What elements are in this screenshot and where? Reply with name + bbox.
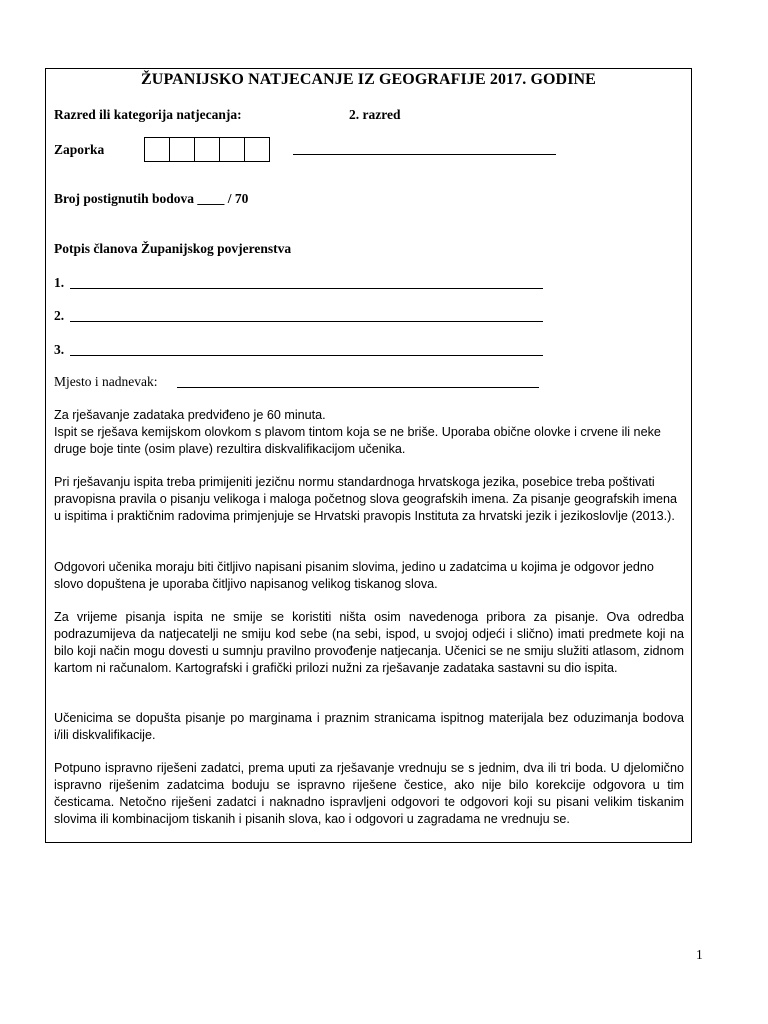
code-box[interactable] — [194, 137, 220, 162]
code-box[interactable] — [219, 137, 245, 162]
code-box[interactable] — [144, 137, 170, 162]
place-date-line[interactable] — [177, 387, 539, 388]
signature-line-1[interactable] — [70, 288, 543, 289]
instruction-pen: Ispit se rješava kemijskom olovkom s plavom tintom koja se ne briše. Uporaba obične olovke i crvene ili neke druge boje tinte (osim plave) rezultira diskvalifikacijom učenika. — [54, 425, 661, 456]
code-boxes — [145, 137, 270, 162]
cover-frame — [45, 68, 692, 843]
instruction-paragraph-1 — [54, 407, 684, 458]
page-number: 1 — [696, 947, 703, 962]
code-box[interactable] — [244, 137, 270, 162]
instruction-time: Za rješavanje zadataka predviđeno je 60 minuta. — [54, 408, 326, 422]
instruction-paragraph-3: Odgovori učenika moraju biti čitljivo napisani pisanim slovima, jedino u zadatcima u kojima je odgovor jedno slovo dopuštena je uporaba čitljivo napisanog velikog tiskanog slova. — [54, 560, 654, 591]
instruction-paragraph-5: Učenicima se dopušta pisanje po marginama i praznim stranicama ispitnog materijala bez oduzimanja bodova i/ili diskvalifikacije. — [54, 711, 684, 742]
code-write-line[interactable] — [293, 154, 556, 155]
signature-title: Potpis članova Županijskog povjerenstva — [54, 241, 292, 256]
signature-line-3[interactable] — [70, 355, 543, 356]
grade-value: 2. razred — [349, 107, 401, 122]
instruction-paragraph-4: Za vrijeme pisanja ispita ne smije se koristiti ništa osim navedenoga pribora za pisanje. Ova odredba podrazumijeva da natjecatelji ne smiju kod sebe (na sebi, ispod, u svojoj odjeći i slično) imati predmete koji na bilo koji način mogu dovesti u sumnju pravilno provođenje natjecanja. Učenici se ne smiju služiti atlasom, zidnom kartom ni računalom. Kartografski i grafički prilozi nužni za rješavanje zadataka sastavni su dio ispita. — [54, 610, 684, 675]
signature-number-1: 1. — [54, 275, 65, 290]
signature-number-2: 2. — [54, 308, 65, 323]
page-title: ŽUPANIJSKO NATJECANJE IZ GEOGRAFIJE 2017. GODINE — [141, 71, 596, 88]
points-label: Broj postignutih bodova ____ / 70 — [54, 191, 249, 206]
code-box[interactable] — [169, 137, 195, 162]
signature-line-2[interactable] — [70, 321, 543, 322]
place-date-label: Mjesto i nadnevak: — [54, 374, 158, 389]
instruction-paragraph-6: Potpuno ispravno riješeni zadatci, prema uputi za rješavanje vrednuju se s jednim, dva ili tri boda. U djelomično ispravno riješenim zadatcima boduju se ispravno riješene čestice, ako nije bilo korekcije odgovora u tim česticama. Netočno riješeni zadatci i naknadno ispravljeni odgovori te odgovori koji su pisani velikim tiskanim slovima ili kombinacijom tiskanih i pisanih slova, kao i odgovori u zagradama ne vrednuju se. — [54, 761, 684, 826]
signature-number-3: 3. — [54, 342, 65, 357]
grade-label: Razred ili kategorija natjecanja: — [54, 107, 242, 122]
code-label: Zaporka — [54, 142, 105, 157]
instruction-paragraph-2: Pri rješavanju ispita treba primijeniti jezičnu normu standardnoga hrvatskoga jezika, posebice treba poštivati pravopisna pravila o pisanju velikoga i maloga početnog slova geografskih imena. Za pisanje geografskih imena u ispitima i praktičnim radovima primjenjuje se Hrvatski pravopis Instituta za hrvatski jezik i jezikoslovlje (2013.). — [54, 475, 678, 523]
